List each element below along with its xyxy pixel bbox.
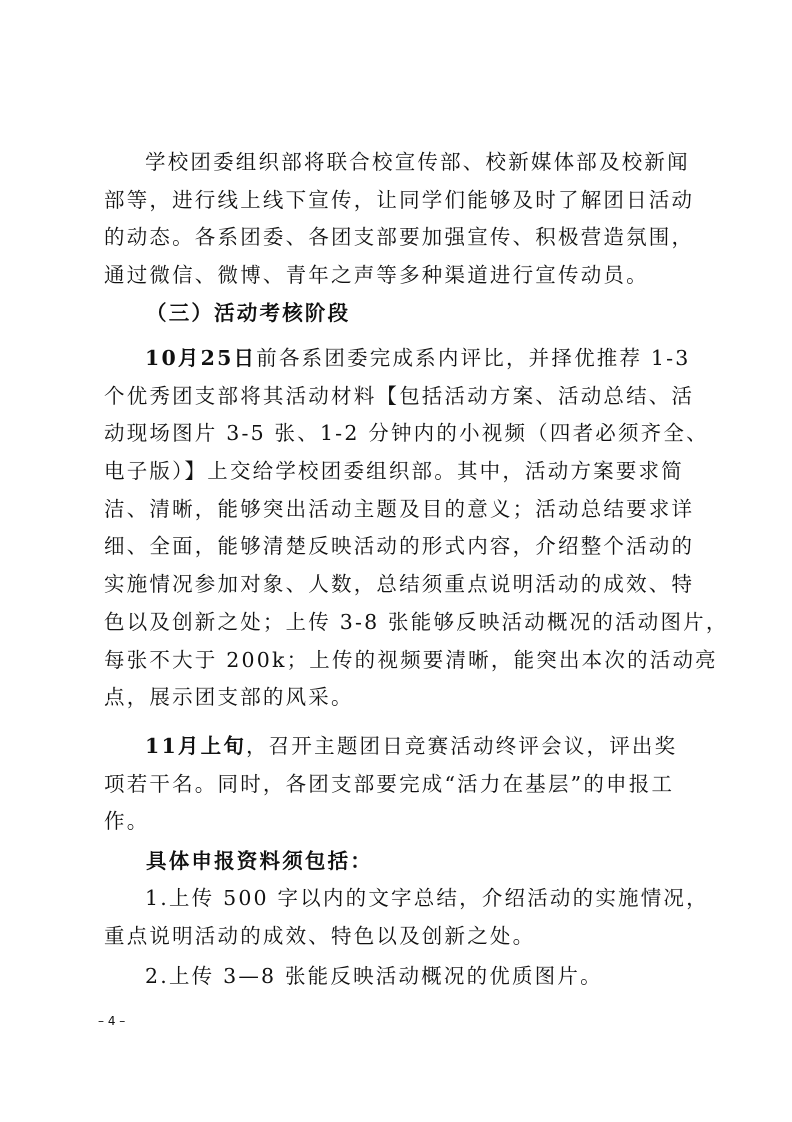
text-line: [104, 728, 696, 766]
text-line: 色以及创新之处；上传 3-8 张能够反映活动概况的活动图片，: [104, 609, 729, 634]
text-line: 个优秀团支部将其活动材料【包括活动方案、活动总结、活: [104, 383, 695, 408]
text-line: 1.上传 500 字以内的文字总结，介绍活动的实施情况，: [145, 886, 709, 910]
text-line: 电子版）】上交给学校团委组织部。其中，活动方案要求简: [104, 459, 684, 484]
text-line: 的动态。各系团委、各团支部要加强宣传、积极营造氛围，: [104, 225, 695, 250]
paragraph-final-review: [104, 728, 696, 841]
text-line: [104, 340, 696, 378]
text-line: 部等，进行线上线下宣传，让同学们能够及时了解团日活动: [104, 187, 695, 212]
list-item-photos: [104, 958, 696, 996]
list-item-text-summary: [104, 880, 709, 955]
page-number: – 4 –: [98, 1014, 126, 1028]
text-line: 实施情况参加对象、人数，总结须重点说明活动的成效、特: [104, 572, 695, 597]
text-line: 点，展示团支部的风采。: [104, 685, 354, 710]
text-fragment: ，召开主题团日竞赛活动终评会议，评出奖: [246, 734, 678, 758]
section-heading-assessment: （三）活动考核阶段: [146, 301, 351, 325]
text-line: 2.上传 3—8 张能反映活动概况的优质图片。: [145, 964, 603, 988]
text-line: 洁、清晰，能够突出活动主题及目的意义；活动总结要求详: [104, 496, 695, 521]
text-line: 作。: [104, 809, 150, 834]
paragraph-publicity: [104, 144, 696, 295]
text-line: 动现场图片 3-5 张、1-2 分钟内的小视频（四者必须齐全、: [104, 421, 709, 446]
date-highlight: 10月25日: [145, 346, 257, 370]
paragraph-assessment: [104, 340, 729, 717]
text-fragment: 前各系团委完成系内评比，并择优推荐 1-3: [256, 346, 691, 370]
text-line: 细、全面，能够清楚反映活动的形式内容，介绍整个活动的: [104, 534, 695, 559]
text-line: 项若干名。同时，各团支部要完成“活力在基层”的申报工: [104, 771, 675, 796]
materials-heading: 具体申报资料须包括：: [146, 849, 373, 873]
text-line: 重点说明活动的成效、特色以及创新之处。: [104, 923, 536, 948]
text-line: 学校团委组织部将联合校宣传部、校新媒体部及校新闻: [145, 150, 690, 174]
date-highlight: 11月上旬: [145, 734, 247, 758]
text-line: 每张不大于 200k；上传的视频要清晰，能突出本次的活动亮: [104, 647, 718, 672]
text-line: 通过微信、微博、青年之声等多种渠道进行宣传动员。: [104, 263, 649, 288]
